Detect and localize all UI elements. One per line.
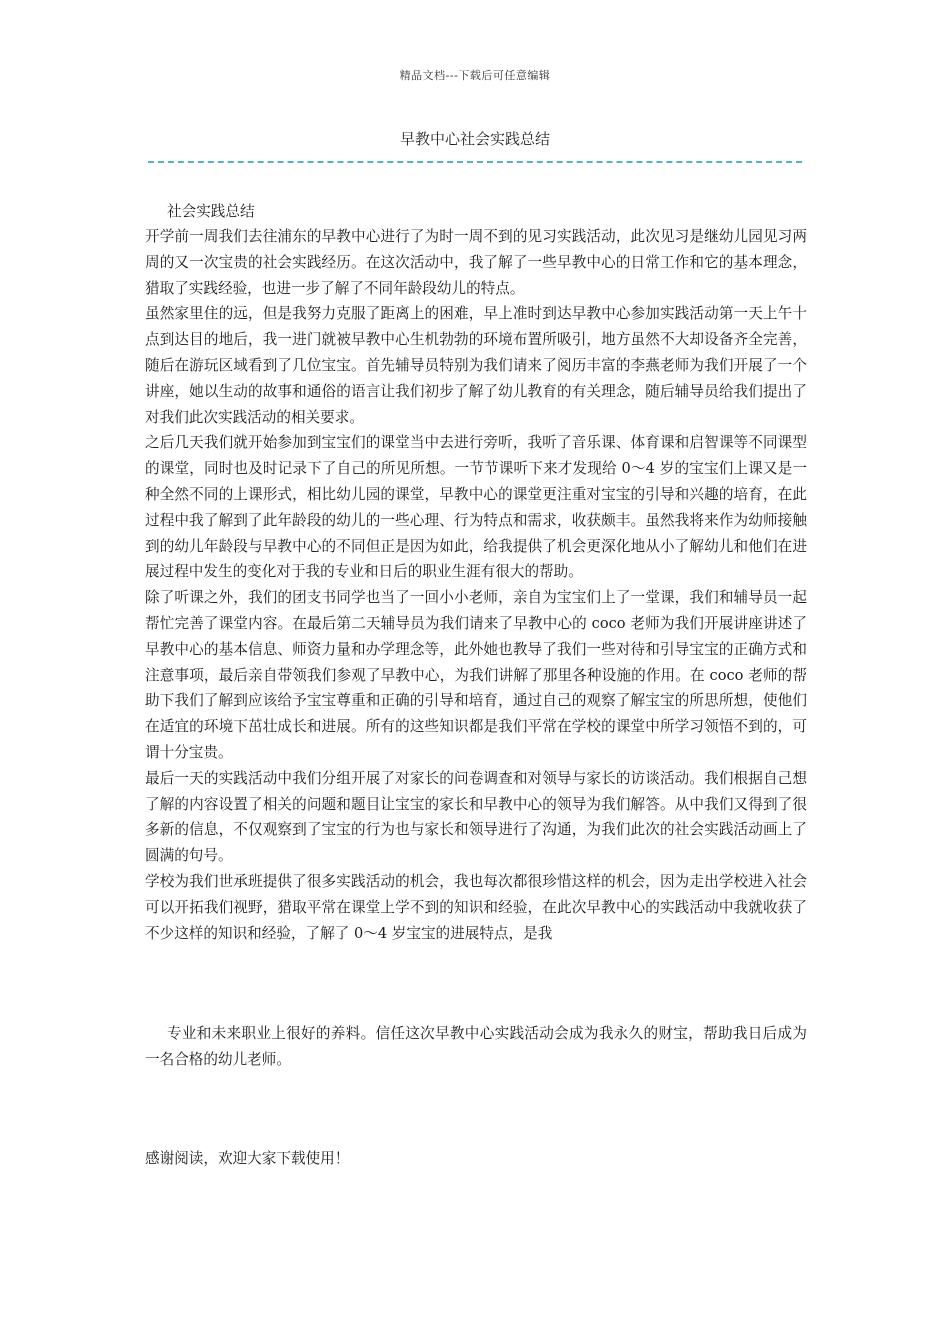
continuation-paragraph: 专业和未来职业上很好的养料。信任这次早教中心实践活动会成为我永久的财宝，帮助我日后成为一名合格的幼儿老师。	[145, 1025, 807, 1068]
section-heading: 社会实践总结	[167, 203, 255, 220]
paragraph: 最后一天的实践活动中我们分组开展了对家长的问卷调查和对领导与家长的访谈活动。我们根据自己想了解的内容设置了相关的问题和题目让宝宝的家长和早教中心的领导为我们解答。从中我们又得到了很多新的信息，不仅观察到了宝宝的行为也与家长和领导进行了沟通，为我们此次的社会实践活动画上了圆满的句号。	[145, 769, 807, 865]
closing-note: 感谢阅读，欢迎大家下载使用！	[145, 1150, 350, 1167]
title-divider	[148, 161, 802, 163]
paragraph: 除了听课之外，我们的团支书同学也当了一回小小老师，亲自为宝宝们上了一堂课，我们和辅导员一起帮忙完善了课堂内容。在最后第二天辅导员为我们请来了早教中心的 coco 老师为我们开展讲座讲述了早教中心的基本信息、师资力量和办学理念等，此外她也教导了我们一些对待和引导宝宝的正确方式和注意事项，最后亲自带领我们参观了早教中心，为我们讲解了那里各种设施的作用。在 coco 老师的帮助下我们了解到应该给予宝宝尊重和正确的引导和培育，通过自己的观察了解宝宝的所思所想，使他们在适宜的环境下茁壮成长和进展。所有的这些知识都是我们平常在学校的课堂中所学习领悟不到的，可谓十分宝贵。	[145, 589, 807, 761]
paragraph: 学校为我们世承班提供了很多实践活动的机会，我也每次都很珍惜这样的机会，因为走出学校进入社会可以开拓我们视野，猎取平常在课堂上学不到的知识和经验，在此次早教中心的实践活动中我就收获了不少这样的知识和经验，了解了 0～4 岁宝宝的进展特点，是我	[145, 872, 807, 942]
paragraph: 之后几天我们就开始参加到宝宝们的课堂当中去进行旁听，我听了音乐课、体育课和启智课等不同课型的课堂，同时也及时记录下了自己的所见所想。一节节课听下来才发现给 0～4 岁的宝宝们上课又是一种全然不同的上课形式，相比幼儿园的课堂，早教中心的课堂更注重对宝宝的引导和兴趣的培育，在此过程中我了解到了此年龄段的幼儿的一些心理、行为特点和需求，收获颇丰。虽然我将来作为幼师接触到的幼儿年龄段与早教中心的不同但正是因为如此，给我提供了机会更深化地从小了解幼儿和他们在进展过程中发生的变化对于我的专业和日后的职业生涯有很大的帮助。	[145, 434, 807, 581]
continuation-block	[145, 1021, 807, 1073]
body-text	[145, 224, 807, 946]
paragraph: 开学前一周我们去往浦东的早教中心进行了为时一周不到的见习实践活动，此次见习是继幼儿园见习两周的又一次宝贵的社会实践经历。在这次活动中，我了解了一些早教中心的日常工作和它的基本理念，猎取了实践经验，也进一步了解了不同年龄段幼儿的特点。	[145, 228, 807, 297]
document-title: 早教中心社会实践总结	[399, 130, 550, 148]
paragraph: 虽然家里住的远，但是我努力克服了距离上的困难，早上准时到达早教中心参加实践活动第一天上午十点到达目的地后，我一进门就被早教中心生机勃勃的环境布置所吸引，地方虽然不大却设备齐全完善，随后在游玩区域看到了几位宝宝。首先辅导员特别为我们请来了阅历丰富的李燕老师为我们开展了一个讲座，她以生动的故事和通俗的语言让我们初步了解了幼儿教育的有关理念，随后辅导员给我们提出了对我们此次实践活动的相关要求。	[145, 305, 807, 426]
header-note: 精品文档---下载后可任意编辑	[399, 69, 551, 82]
